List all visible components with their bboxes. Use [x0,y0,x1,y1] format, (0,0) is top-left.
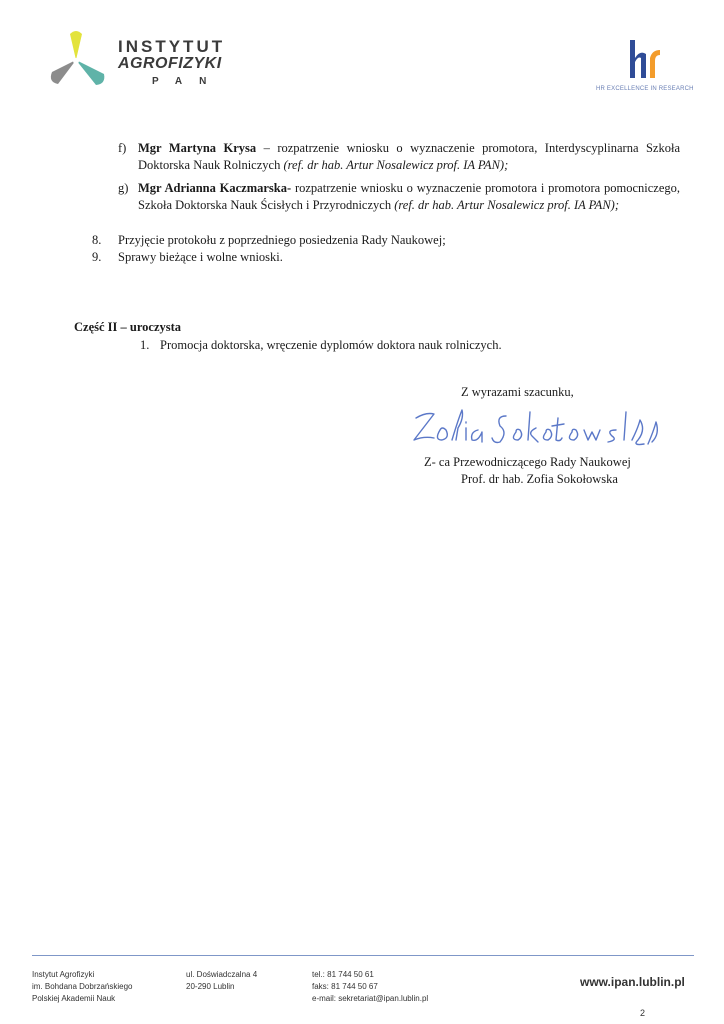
logo-text-line2: AGROFIZYKI [118,55,222,72]
footer-contact [312,969,428,1005]
hr-caption: HR EXCELLENCE IN RESEARCH [596,86,694,92]
footer-address-line: ul. Doświadczalna 4 [186,970,258,979]
page-number: 2 [640,1008,646,1018]
handwritten-signature [404,400,664,456]
agenda-item-8: Przyjęcie protokołu z poprzedniego posiedzenia Rady Naukowej; [118,233,446,247]
signatory-role: Z- ca Przewodniczącego Rady Naukowej [424,455,631,469]
hr-excellence-logo-icon [620,36,666,80]
footer-phone: tel.: 81 744 50 61 [312,970,374,979]
item-f-text: – rozpatrzenie wniosku o wyznaczenie promotora, Interdyscyplinarna Szkoła Doktorska Nauk Rolniczych [138,141,680,172]
closing-greeting: Z wyrazami szacunku, [461,385,574,399]
footer-institute-line: Instytut Agrofizyki [32,970,95,979]
footer-institute-line: im. Bohdana Dobrzańskiego [32,982,133,991]
item-9-marker: 9. [92,250,102,264]
item-f-marker: f) [118,141,127,155]
agenda-item-9: Sprawy bieżące i wolne wnioski. [118,250,283,264]
footer-address-line: 20-290 Lublin [186,982,235,991]
item-f-ref: (ref. dr hab. Artur Nosalewicz prof. IA PAN); [283,158,509,172]
footer-website: www.ipan.lublin.pl [580,975,685,989]
footer-divider [32,955,694,956]
footer-address [186,969,257,993]
item-g-marker: g) [118,181,129,195]
item-g-ref: (ref. dr hab. Artur Nosalewicz prof. IA PAN); [394,198,619,212]
item-8-marker: 8. [92,233,102,247]
part2-item-marker: 1. [140,338,150,352]
item-f-name: Mgr Martyna Krysa [138,141,257,155]
institute-logo-icon [46,30,110,88]
item-g-text: rozpatrzenie wniosku o wyznaczenie promotora i promotora pomocniczego, Szkoła Doktorska Nauk Ścisłych i Przyrodniczych [138,181,680,212]
footer-institute [32,969,133,1005]
item-g-name: Mgr Adrianna Kaczmarska- [138,181,292,195]
footer-institute-line: Polskiej Akademii Nauk [32,994,116,1003]
logo-text-line3: PAN [152,76,224,87]
agenda-item-f [138,140,680,174]
signatory-name: Prof. dr hab. Zofia Sokołowska [461,472,618,486]
footer-fax: faks: 81 744 50 67 [312,982,378,991]
part2-item: Promocja doktorska, wręczenie dyplomów doktora nauk rolniczych. [160,338,502,352]
agenda-item-g [138,180,680,214]
logo-text-line1: INSTYTUT [118,37,226,56]
part2-heading: Część II – uroczysta [74,320,182,334]
footer-email: e-mail: sekretariat@ipan.lublin.pl [312,994,429,1003]
